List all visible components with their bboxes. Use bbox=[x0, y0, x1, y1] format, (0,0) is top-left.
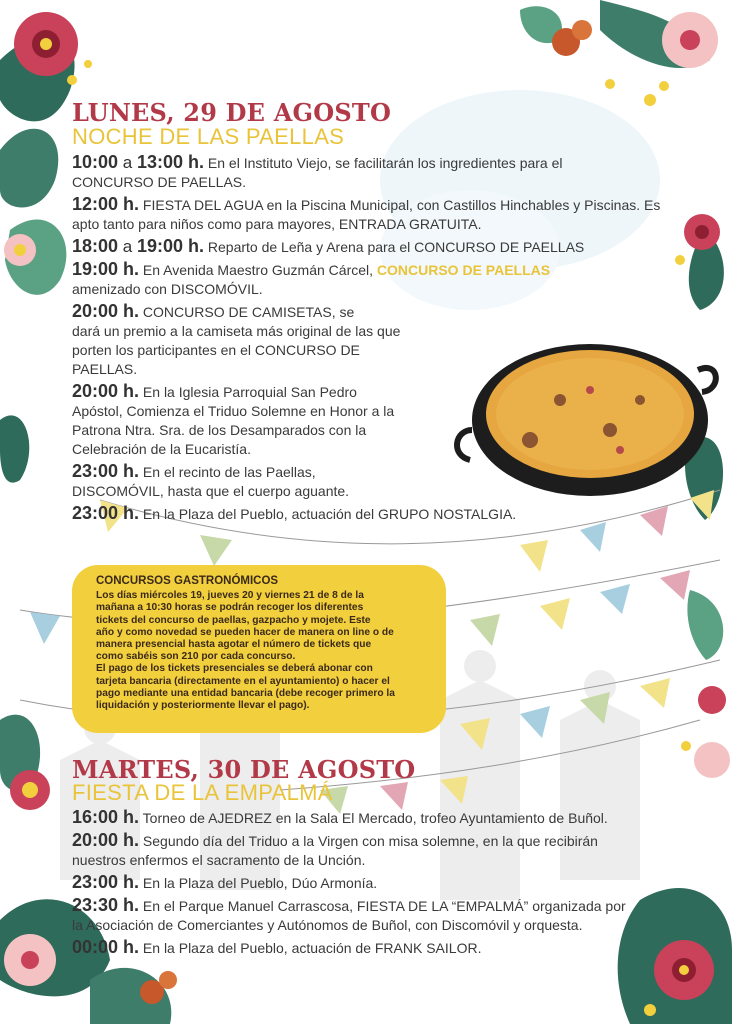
event-item: 23:00 h. En el recinto de las Paellas, DISCOMÓVIL, hasta que el cuerpo aguante. bbox=[72, 461, 350, 499]
event-item: 16:00 h. Torneo de AJEDREZ en la Sala El Mercado, trofeo Ayuntamiento de Buñol. bbox=[72, 807, 608, 827]
event-item: 23:00 h. En la Plaza del Pueblo, actuación del GRUPO NOSTALGIA. bbox=[72, 503, 517, 523]
event-item: 12:00 h. FIESTA DEL AGUA en la Piscina Municipal, con Castillos Hinchables y Piscinas. Es apto tanto para niños como para mayores, ENTRADA GRATUITA. bbox=[72, 194, 661, 232]
day1-events bbox=[72, 153, 692, 527]
day2-title: MARTES, 30 DE AGOSTO bbox=[72, 755, 416, 784]
event-item: 00:00 h. En la Plaza del Pueblo, actuación de FRANK SAILOR. bbox=[72, 937, 482, 957]
info-box-line: liquidación y posteriormente llevar el pago). bbox=[96, 700, 310, 712]
day2-subtitle: FIESTA DE LA EMPALMÁ bbox=[72, 780, 333, 805]
event-item: 20:00 h. Segundo día del Triduo a la Virgen con misa solemne, en la que recibirán nuestros enfermos el sacramento de la Unción. bbox=[72, 830, 598, 868]
event-item: 18:00 a 19:00 h. Reparto de Leña y Arena para el CONCURSO DE PAELLAS bbox=[72, 236, 585, 256]
info-box-line: año y como novedad se pueden hacer de manera on line o de bbox=[96, 626, 394, 638]
info-box-line: manera presencial hasta agotar el número de tickets que bbox=[96, 639, 372, 651]
info-box-line: pago mediante una entidad bancaria (debe recoger primero la bbox=[96, 687, 395, 699]
left-foliage bbox=[0, 415, 50, 810]
info-box-line: El pago de los tickets presenciales se deberá abonar con bbox=[96, 663, 373, 675]
info-box-line: tickets del concurso de paellas, gazpacho y mojete. Este bbox=[96, 614, 371, 626]
day1-subtitle: NOCHE DE LAS PAELLAS bbox=[72, 124, 345, 149]
event-item: 10:00 a 13:00 h. En el Instituto Viejo, se facilitarán los ingredientes para el CONCURSO DE PAELLAS. bbox=[72, 152, 563, 190]
top-right-foliage bbox=[520, 0, 718, 106]
info-box-line: mañana a 10:30 horas se podrán recoger los diferentes bbox=[96, 602, 364, 614]
event-item: 23:00 h. En la Plaza del Pueblo, Dúo Armonía. bbox=[72, 872, 378, 892]
day2-events bbox=[72, 808, 692, 961]
day1-title: LUNES, 29 DE AGOSTO bbox=[72, 98, 392, 127]
event-item: 19:00 h. En Avenida Maestro Guzmán Cárcel, CONCURSO DE PAELLAS amenizado con DISCOMÓVIL. bbox=[72, 259, 551, 297]
info-box-line: Los días miércoles 19, jueves 20 y viernes 21 de 8 de la bbox=[96, 590, 364, 602]
info-box-line: como sabéis son 210 por cada concurso. bbox=[96, 651, 296, 663]
event-item: 20:00 h. CONCURSO DE CAMISETAS, se dará un premio a la camiseta más original de las que porten los participantes en el CONCURSO DE PAELLAS. bbox=[72, 301, 401, 377]
event-item: 20:00 h. En la Iglesia Parroquial San Pedro Apóstol, Comienza el Triduo Solemne en Honor a la Patrona Ntra. Sra. de los Desamparados con la Celebración de la Eucaristía. bbox=[72, 381, 395, 457]
info-box-line: tarjeta bancaria (directamente en el ayuntamiento) o hacer el bbox=[96, 675, 390, 687]
info-box-title: CONCURSOS GASTRONÓMICOS bbox=[96, 575, 279, 587]
gastronomic-contests-box bbox=[72, 565, 446, 733]
event-item: 23:30 h. En el Parque Manuel Carrascosa, FIESTA DE LA “EMPALMÁ” organizada por la Asociación de Comerciantes y Autónomos de Buñol, con Discomóvil y orquesta. bbox=[72, 895, 626, 933]
